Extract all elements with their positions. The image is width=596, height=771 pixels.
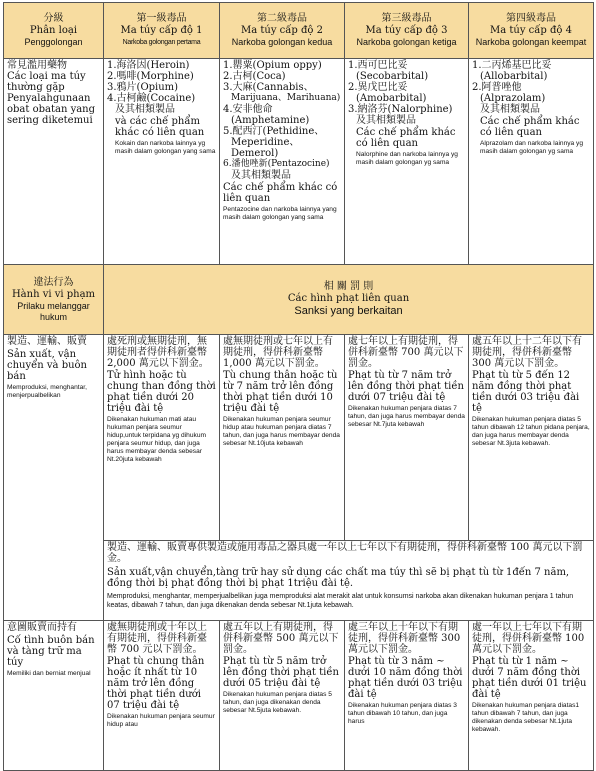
- header-level-1-vi: Ma túy cấp độ 1: [120, 24, 203, 36]
- drug-item: 4.古柯鹼(Cocaine): [107, 93, 196, 104]
- intent-label-vi: Cố tình buôn bán và tàng trữ ma túy: [7, 635, 95, 668]
- drug-item: 6.潘他唑新(Pentazocine): [223, 159, 330, 169]
- penalty-cn: 處死刑或無期徒刑，無期徒刑者得併科新臺幣 2,000 萬元以下罰金。: [107, 336, 209, 369]
- header-level-3: [345, 3, 469, 59]
- header-level-4: [469, 3, 594, 59]
- drug-list: [223, 60, 341, 181]
- header-level-4-id: Narkoba golongan keempat: [475, 37, 587, 47]
- drugs-label-id: Penyalahgunaan obat obatan yang sering diketemui: [7, 93, 96, 126]
- penalty-vi: Sản xuất,vận chuyển,tàng trữ hay sử dụng các chất ma túy thì sẽ bị phạt tù từ 1đến 7 năm, đồng thời bị phạt đồng thời bị phạt 1triệu đài tệ.: [107, 567, 570, 589]
- drug-item: Meperidine、: [231, 137, 300, 148]
- header-classification-vi: Phân loại: [29, 25, 78, 36]
- equipment-penalty: [104, 541, 594, 621]
- drug-list: [472, 60, 590, 115]
- penalty-vi: Tù chung thân hoặc tù từ 7 năm trở lên đồng thời phạt tiền dưới 10 triệu đài tệ: [223, 370, 338, 414]
- penalty-id: Dikenakan hukuman penjara diatas 7 tahun, dan juga harus membayar denda sebesar Nt.7juta kebawah: [348, 405, 465, 428]
- intent-level-2: [220, 621, 345, 771]
- penalty-heading-cn: 相 關 罰 則: [323, 281, 374, 292]
- drugs-level-4-id: Alprazolam dan narkoba lainnya yg masih dalam golongan yg sama: [480, 140, 583, 155]
- header-classification: [4, 3, 104, 59]
- drug-list-tail: 及其相類製品: [231, 170, 291, 181]
- drug-item: 1.二丙烯基巴比妥: [472, 60, 552, 71]
- drugs-level-1: [104, 59, 220, 265]
- drugs-level-1-id: Kokain dan narkoba lainnya yg masih dalam golongan yang sama: [115, 140, 216, 155]
- header-level-1-id: Narkoba golongan pertama: [122, 38, 201, 46]
- header-row: [4, 3, 594, 59]
- drug-list: [107, 60, 216, 115]
- intent-level-1: [104, 621, 220, 771]
- drug-item: 1.罌粟(Opium oppy): [223, 60, 322, 71]
- offense-label-id: Prilaku melanggar hukum: [17, 300, 90, 322]
- penalty-cn: 處一年以上七年以下有期徒刑，得併科新臺幣 100 萬元以下罰金。: [472, 622, 585, 655]
- penalty-cn: 處五年以上有期徒刑，得併科新臺幣 500 萬元以下罰金。: [223, 622, 339, 655]
- header-level-3-cn: 第三級毒品: [381, 13, 432, 24]
- penalty-id: Dikenakan hukuman penjara diatas 5 tahun dibawah 12 tahun pidana penjara, dan juga harus membayar denda sebesar Nt.3juta kebawah.: [472, 416, 590, 447]
- offense-label: [4, 265, 104, 335]
- penalty-vi: Phạt tù từ 5 năm trở lên đồng thời phạt tiền dưới 05 triệu đài tệ: [223, 656, 339, 689]
- penalty-id: Dikenakan hukuman penjara diatas 5 tahun, dan juga dikenakan denda sebesar Nt.5juta kebawah.: [223, 691, 332, 714]
- manufacture-level-4: [469, 335, 594, 541]
- manufacture-level-3: [345, 335, 469, 541]
- drugs-label: [4, 59, 104, 265]
- drug-list-tail: 及其相類製品: [115, 104, 175, 115]
- header-level-1-cn: 第一級毒品: [136, 12, 187, 24]
- drug-item: 5.配西汀(Pethidine、: [223, 126, 325, 137]
- intent-level-4: [469, 621, 594, 771]
- header-level-2-id: Narkoba golongan kedua: [231, 37, 333, 47]
- penalty-id: Dikenakan hukuman penjara seumur hidup atau: [107, 713, 215, 728]
- penalty-id: Dikenakan hukuman mati atau hukuman penjara seumur hidup,untuk terpidana yg dihukum penjara seumur hidup, dan juga harus membayar denda sebesar Nt.20juta kebawah: [107, 416, 206, 463]
- penalty-id: Dikenakan hukuman penjara diatas 3 tahun dibawah 10 tahun, dan juga harus: [348, 702, 457, 725]
- offense-header-row: [4, 265, 594, 335]
- header-level-2-cn: 第二級毒品: [257, 13, 307, 24]
- drug-item: 2.異戊巴比妥: [348, 82, 408, 93]
- drug-item: 3.大麻(Cannabis、: [223, 82, 314, 93]
- drugs-level-2-id: Pentazocine dan narkoba lainnya yang masih dalam golongan yang sama: [223, 206, 337, 221]
- manufacture-label-cn: 製造、運輸、販賣: [7, 336, 87, 347]
- manufacture-label: [4, 335, 104, 621]
- drug-item: 2.嗎啡(Morphine): [107, 71, 194, 82]
- drugs-row: [4, 59, 594, 265]
- header-level-1: [104, 3, 220, 59]
- manufacture-level-2: [220, 335, 345, 541]
- drug-item: Marijuana、Marihuana): [231, 93, 341, 103]
- drug-item: 1.西可巴比妥: [348, 60, 408, 71]
- drugs-level-2-vi: Các chế phẩm khác có liên quan: [223, 182, 338, 204]
- penalty-cn: 處三年以上十年以下有期徒刑，得併科新臺幣 300 萬元以下罰金。: [348, 622, 461, 655]
- drugs-label-vi: Các loại ma túy thường gặp: [7, 71, 86, 93]
- penalty-vi: Phạt tù chung thân hoặc ít nhất từ 10 năm trở lên đồng thời phạt tiền dưới 07 triệu đài tệ: [107, 656, 205, 711]
- drug-item: (Secobarbital): [356, 71, 429, 82]
- drugs-level-3-vi: Các chế phẩm khác có liên quan: [356, 127, 456, 149]
- drug-item: (Alprazolam): [480, 93, 546, 104]
- drug-item: (Allobarbital): [480, 71, 548, 82]
- intent-level-3: [345, 621, 469, 771]
- header-classification-id: Penggolongan: [24, 37, 83, 47]
- drugs-level-1-vi: và các chế phẩm khác có liên quan: [115, 116, 205, 138]
- penalty-heading-vi: Các hình phạt liên quan: [287, 293, 410, 304]
- drug-item: (Amphetamine): [231, 115, 310, 126]
- intent-label-cn: 意圖販賣而持有: [7, 622, 77, 633]
- penalty-cn: 處無期徒刑或十年以上有期徒刑，得併科新臺幣 700 元以下罰金。: [107, 622, 207, 655]
- drugs-level-3-id: Nalorphine dan narkoba lainnya yg masih dalam golongan yg sama: [356, 151, 458, 166]
- drug-item: 3.鴉片(Opium): [107, 82, 179, 93]
- drug-item: 3.納洛芬(Nalorphine): [348, 104, 453, 115]
- drug-list-tail: 及其相類製品: [480, 104, 540, 115]
- drug-item: 4.安非他命: [223, 104, 273, 115]
- penalty-heading-id: Sanksi yang berkaitan: [294, 305, 403, 317]
- drug-item: (Amobarbital): [356, 93, 427, 104]
- offense-label-cn: 違法行為: [33, 276, 74, 288]
- intent-label-id: Memiliki dan berniat menjual: [7, 670, 91, 677]
- penalty-vi: Phạt tù từ 3 năm ~ dưới 10 năm đồng thời phạt tiền dưới 03 triệu đài tệ: [348, 656, 463, 700]
- penalty-heading: [104, 265, 594, 335]
- header-level-4-vi: Ma túy cấp độ 4: [490, 25, 572, 36]
- drugs-level-3: [345, 59, 469, 265]
- header-level-3-id: Narkoba golongan ketiga: [356, 37, 457, 47]
- penalty-cn: 處七年以上有期徒刑，得併科新臺幣 700 萬元以下罰金。: [348, 336, 464, 369]
- penalty-vi: Phạt tù từ 1 năm ~ dưới 7 năm đồng thời phạt tiền dưới 01 triệu đài tệ: [472, 656, 587, 700]
- drug-item: 2.古柯(Coca): [223, 71, 286, 82]
- intent-row: [4, 621, 594, 771]
- drugs-label-cn: 常見濫用藥物: [7, 60, 67, 71]
- drug-item: Demerol): [231, 148, 279, 159]
- drug-item: 1.海洛因(Heroin): [107, 60, 190, 71]
- penalty-vi: Phạt tù từ 5 đến 12 năm đồng thời phạt tiền dưới 03 triệu đài tệ: [472, 370, 580, 414]
- header-level-2: [220, 3, 345, 59]
- penalty-id: Dikenakan hukuman penjara diatas1 tahun dibawah 7 tahun, dan juga dikenakan denda sebesar Nt.1juta kebawah.: [472, 702, 580, 733]
- manufacture-level-1: [104, 335, 220, 541]
- drugs-level-4-vi: Các chế phẩm khác có liên quan: [480, 116, 580, 138]
- header-level-3-vi: Ma túy cấp độ 3: [365, 25, 448, 36]
- drugs-level-4: [469, 59, 594, 265]
- header-level-2-vi: Ma túy cấp độ 2: [241, 25, 323, 36]
- offense-label-vi: Hành vi vi phạm: [11, 288, 96, 300]
- penalty-cn: 製造、運輸、販賣專供製造或施用毒品之器具處一年以上七年以下有期徒刑，得併科新臺幣 100 萬元以下罰金。: [107, 542, 583, 564]
- drug-item: 2.阿普唑他: [472, 82, 522, 93]
- penalty-id: Dikenakan hukuman penjara seumur hidup atau hukuman penjara diatas 7 tahun, dan juga harus membayar denda sebesar Nt.10juta kebawah: [223, 416, 340, 447]
- header-level-4-cn: 第四級毒品: [506, 13, 556, 24]
- penalty-cn: 處無期徒刑或七年以上有期徒刑，得併科新臺幣 1,000 萬元以下罰金。: [223, 336, 333, 369]
- drug-list: [348, 60, 465, 126]
- manufacture-row: [4, 335, 594, 541]
- penalty-vi: Tử hình hoặc tù chung than đồng thời phạt tiền dưới 20 triệu đài tệ: [107, 370, 216, 414]
- manufacture-label-id: Memproduksi, menghantar, menjerpualbelikan: [7, 384, 87, 399]
- manufacture-label-vi: Sản xuất, vận chuyển và buôn bán: [7, 349, 87, 382]
- penalty-cn: 處五年以上十二年以下有期徒刑，得併科新臺幣 300 萬元以下罰金。: [472, 336, 582, 369]
- penalty-id: Memproduksi, menghantar, memperjualbelikan juga memproduksi alat merakit alat untuk konsumsi narkoba akan dikenakan hukuman penjara 1 tahun keatas, dibawah 7 tahun, dan juga dikenakan denda sebesar Nt.1juta kebawah.: [107, 593, 574, 609]
- narcotics-penalty-table: [3, 2, 594, 771]
- penalty-vi: Phạt tù từ 7 năm trở lên đồng thời phạt tiền dưới 07 triệu đài tệ: [348, 370, 464, 403]
- intent-label: [4, 621, 104, 771]
- drug-list-tail: 及其相類製品: [356, 115, 416, 126]
- drugs-level-2: [220, 59, 345, 265]
- header-classification-cn: 分級: [43, 13, 64, 24]
